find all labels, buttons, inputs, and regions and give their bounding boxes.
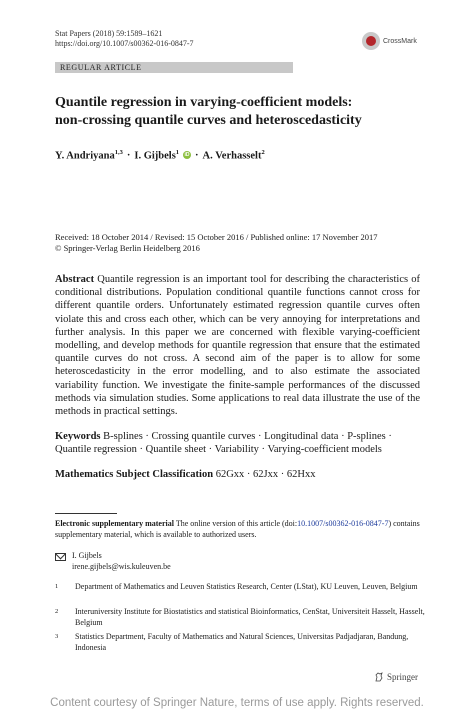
copyright-line: © Springer-Verlag Berlin Heidelberg 2016 [55, 243, 200, 253]
supplementary-material-note [55, 519, 425, 540]
dates-line: Received: 18 October 2014 / Revised: 15 October 2016 / Published online: 17 November 2017 [55, 232, 378, 242]
correspondent-name: I. Gijbels [72, 551, 102, 560]
envelope-icon [55, 553, 66, 561]
article-type-band: REGULAR ARTICLE [55, 62, 293, 73]
abstract [55, 273, 420, 418]
affiliation-text: Statistics Department, Faculty of Mathematics and Natural Sciences, Universitas Padjadjaran, Bandung, Indonesia [75, 632, 409, 652]
affiliation-text: Department of Mathematics and Leuven Statistics Research, Center (LStat), KU Leuven, Leuven, Belgium [75, 582, 418, 591]
doi-link[interactable]: https://doi.org/10.1007/s00362-016-0847-7 [55, 39, 194, 48]
springer-horse-icon [374, 672, 384, 682]
journal-line: Stat Papers (2018) 59:1589–1621 [55, 29, 163, 38]
springer-wordmark: Springer [387, 672, 418, 682]
correspondence [55, 551, 171, 572]
crossmark-icon [362, 32, 380, 50]
esm-text-after: ) contains supplementary material, which is available to authorized users. [55, 519, 420, 539]
title-line-2: non-crossing quantile curves and heteroscedasticity [55, 113, 362, 128]
keywords-heading: Keywords [55, 431, 101, 442]
affiliation-2 [55, 607, 425, 628]
springer-logo [374, 672, 418, 682]
correspondent-email[interactable]: irene.gijbels@wis.kuleuven.be [72, 561, 171, 571]
msc-classification [55, 468, 420, 481]
author-list [55, 149, 265, 162]
affiliation-text: Interuniversity Institute for Biostatistics and statistical Bioinformatics, CenStat, Universiteit Hasselt, Hasselt, Belgium [75, 607, 425, 627]
affiliation-number: 3 [55, 633, 59, 640]
msc-heading: Mathematics Subject Classification [55, 469, 214, 480]
courtesy-watermark: Content courtesy of Springer Nature, terms of use apply. Rights reserved. [50, 697, 424, 709]
crossmark-badge[interactable] [362, 32, 417, 50]
crossmark-label: CrossMark [383, 37, 417, 45]
author-2[interactable]: I. Gijbels$^1$ [134, 149, 180, 162]
keywords-text: B-splines · Crossing quantile curves · Longitudinal data · P-splines · Quantile regression · Quantile sheet · Variability · Varying-coefficient models [55, 431, 392, 455]
esm-doi-link[interactable]: 10.1007/s00362-016-0847-7 [297, 519, 389, 528]
msc-text: 62Gxx · 62Jxx · 62Hxx [215, 469, 316, 480]
author-separator: · [126, 149, 131, 161]
esm-text-before: The online version of this article (doi: [175, 519, 298, 528]
paper-title [55, 94, 435, 130]
title-line-1: Quantile regression in varying-coefficient models: [55, 95, 353, 110]
keywords [55, 430, 420, 456]
orcid-icon[interactable]: iD [184, 152, 190, 159]
journal-citation [55, 29, 194, 49]
author-separator: · [195, 149, 199, 161]
author-1[interactable]: Y. Andriyana$^{1,3}$ [55, 149, 123, 162]
affiliation-3 [55, 632, 425, 653]
esm-heading: Electronic supplementary material [55, 519, 174, 528]
abstract-text: Quantile regression is an important tool for describing the characteristics of conditional distributions. Population conditional quantile functions cannot cross for different quantile orders. Unfortunately estimated regression quantile curves often violate this and cross each other, which can be very annoying for interpretations and further analysis. In this paper we are concerned with flexible varying-coefficient modelling, and develop methods for quantile regression that ensure that the estimated quantile curves do not cross. A second aim of the paper is to allow for some heteroscedasticity in the error modelling, and to also estimate the associated variability function. We investigate the finite-sample performances of the discussed methods via simulation studies. Some applications to real data illustrate the use of the methods in practical settings. [55, 274, 420, 418]
affiliation-number: 1 [55, 583, 59, 590]
author-3[interactable]: A. Verhasselt$^2$ [202, 149, 265, 162]
footnote-divider [55, 513, 117, 514]
affiliation-1 [55, 582, 425, 593]
publication-dates [55, 232, 425, 254]
affiliation-number: 2 [55, 608, 59, 615]
abstract-heading: Abstract [55, 274, 95, 285]
